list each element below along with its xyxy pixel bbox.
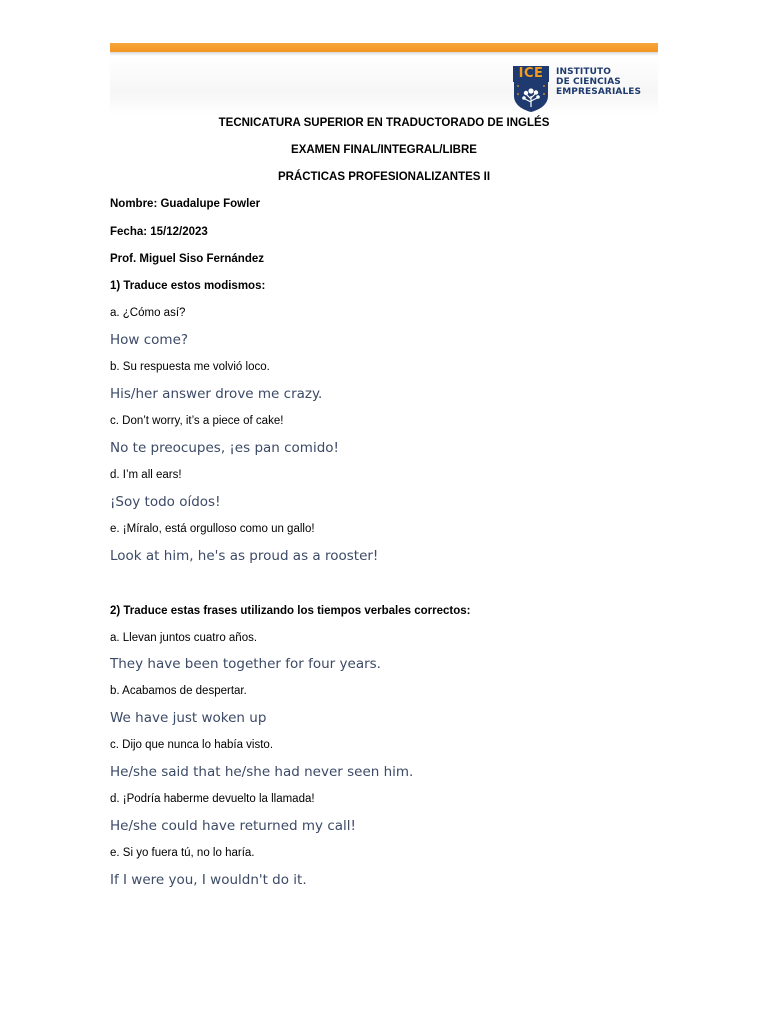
- logo-institution-name: [556, 67, 656, 97]
- title-program: TECNICATURA SUPERIOR EN TRADUCTORADO DE INGLÉS: [218, 117, 550, 129]
- s1-question-d: d. I’m all ears!: [110, 469, 182, 481]
- s2-question-b: b. Acabamos de despertar.: [110, 685, 247, 697]
- section-2-heading: 2) Traduce estas frases utilizando los tiempos verbales correctos:: [110, 605, 471, 617]
- s2-answer-a: They have been together for four years.: [110, 656, 381, 672]
- s1-answer-e: Look at him, he's as proud as a rooster!: [110, 548, 379, 564]
- s2-answer-c: He/she said that he/she had never seen him.: [110, 764, 414, 780]
- logo-ice-text: ICE: [513, 66, 549, 82]
- logo-name-line-1: INSTITUTO: [556, 67, 611, 77]
- s1-question-a: a. ¿Cómo así?: [110, 307, 186, 319]
- s2-answer-b: We have just woken up: [110, 710, 267, 726]
- s2-question-a: a. Llevan juntos cuatro años.: [110, 632, 258, 644]
- s1-question-b: b. Su respuesta me volvió loco.: [110, 361, 270, 373]
- s1-answer-d: ¡Soy todo oídos!: [110, 494, 221, 510]
- s2-answer-e: If I were you, I wouldn't do it.: [110, 872, 307, 888]
- s1-question-e: e. ¡Míralo, está orgulloso como un gallo!: [110, 523, 315, 535]
- s1-answer-b: His/her answer drove me crazy.: [110, 386, 323, 402]
- header-accent-bar: [110, 43, 658, 52]
- section-1-heading: 1) Traduce estos modismos:: [110, 280, 266, 292]
- s2-question-c: c. Dijo que nunca lo había visto.: [110, 739, 274, 751]
- exam-date: Fecha: 15/12/2023: [110, 226, 208, 238]
- shield-tree-icon: [514, 82, 548, 112]
- title-subject: PRÁCTICAS PROFESIONALIZANTES II: [277, 171, 491, 183]
- s2-answer-d: He/she could have returned my call!: [110, 818, 356, 834]
- s1-answer-a: How come?: [110, 332, 189, 348]
- s2-question-d: d. ¡Podría haberme devuelto la llamada!: [110, 793, 315, 805]
- logo-name-line-3: EMPRESARIALES: [556, 87, 642, 97]
- student-name: Nombre: Guadalupe Fowler: [110, 198, 261, 210]
- title-exam-type: EXAMEN FINAL/INTEGRAL/LIBRE: [291, 144, 477, 156]
- logo-name-line-2: DE CIENCIAS: [556, 77, 621, 87]
- professor-name: Prof. Miguel Siso Fernández: [110, 253, 264, 265]
- ice-logo: [513, 66, 643, 114]
- s1-question-c: c. Don’t worry, it’s a piece of cake!: [110, 415, 284, 427]
- s2-question-e: e. Si yo fuera tú, no lo haría.: [110, 847, 255, 859]
- s1-answer-c: No te preocupes, ¡es pan comido!: [110, 440, 339, 456]
